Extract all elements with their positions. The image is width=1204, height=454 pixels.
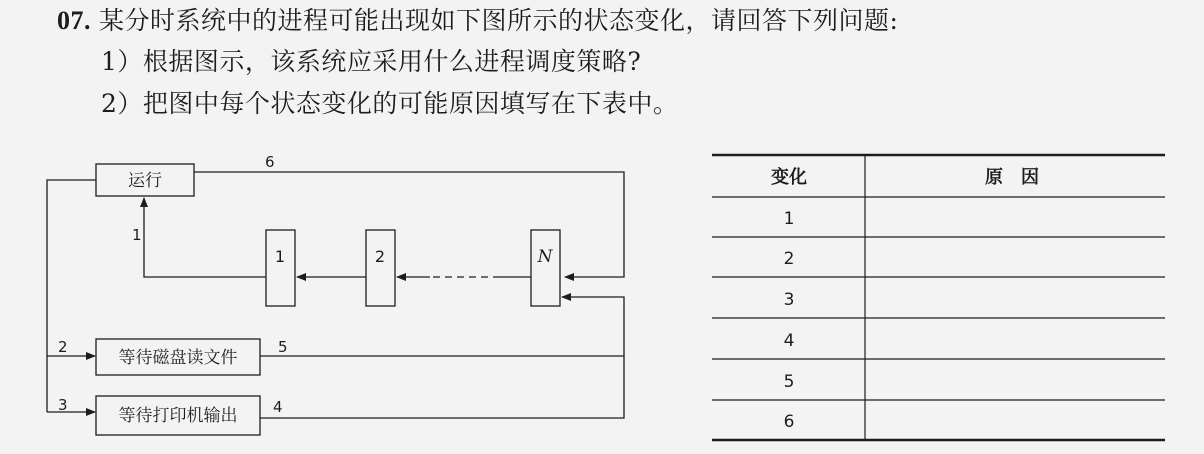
- table-cell-change: 5: [783, 372, 795, 392]
- table-header-reason: 原 因: [985, 167, 1039, 188]
- disk-wait-state-label: 等待磁盘读文件: [118, 348, 238, 368]
- sub-question-1: 1）根据图示，该系统应采用什么进程调度策略?: [101, 47, 642, 76]
- transition-2-number: 2: [58, 338, 68, 356]
- question-number: 07.: [57, 6, 91, 35]
- table-cell-change: 1: [783, 209, 795, 229]
- question-stem-text: 某分时系统中的进程可能出现如下图所示的状态变化，请回答下列问题:: [99, 6, 899, 35]
- table-cell-change: 2: [783, 249, 795, 269]
- transition-3-number: 3: [58, 396, 68, 414]
- table-cell-change: 4: [783, 331, 795, 351]
- transition-6-number: 6: [265, 153, 275, 171]
- table-cell-change: 6: [783, 412, 795, 432]
- transition-1-number: 1: [132, 226, 142, 244]
- ready-queue-2-label: 2: [374, 247, 386, 266]
- ready-queue-1-label: 1: [274, 247, 286, 266]
- printer-wait-state-label: 等待打印机输出: [118, 406, 238, 426]
- sub-question-2: 2）把图中每个状态变化的可能原因填写在下表中。: [101, 89, 679, 118]
- table-cell-change: 3: [783, 290, 795, 310]
- table-header-change: 变化: [771, 167, 807, 188]
- transition-5-number: 5: [278, 338, 288, 356]
- running-state-label: 运行: [128, 171, 162, 191]
- ready-queue-n-label: N: [537, 247, 553, 267]
- transition-4-number: 4: [273, 398, 283, 416]
